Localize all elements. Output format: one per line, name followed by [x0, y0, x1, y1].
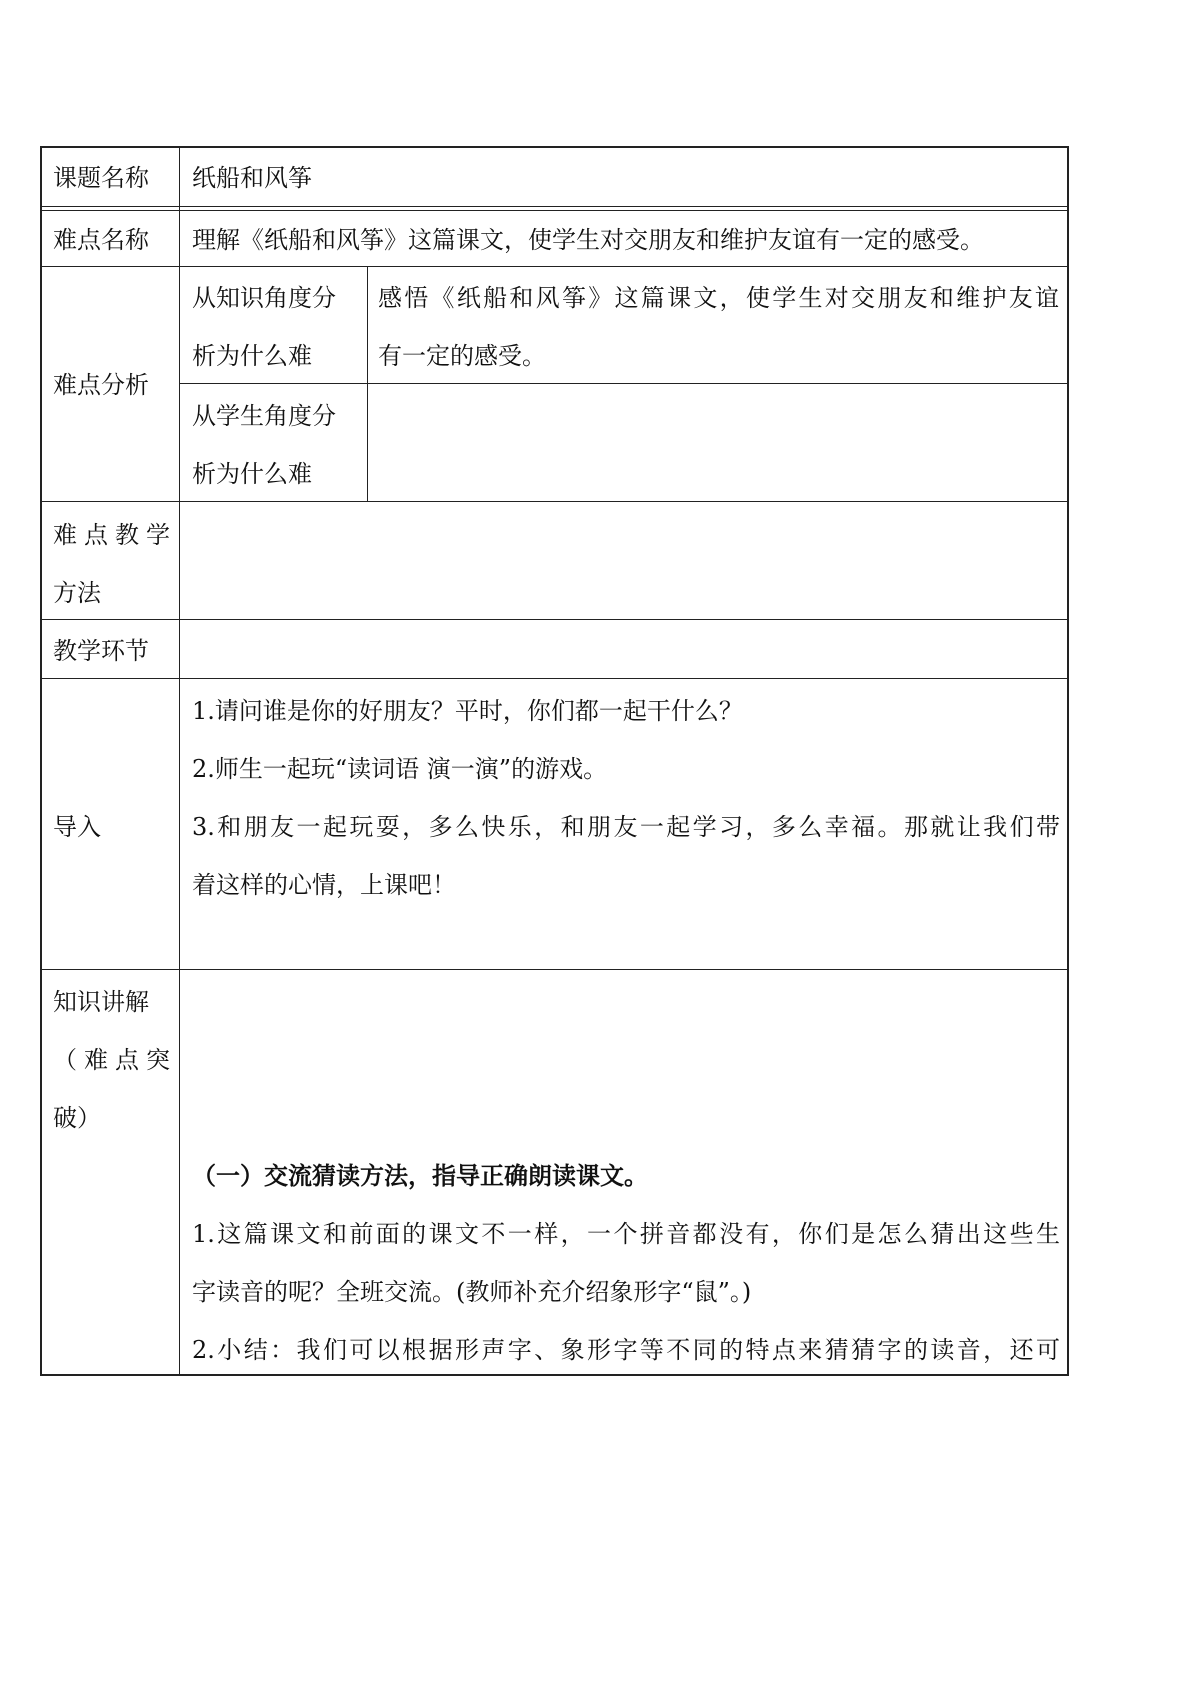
- explain-label-line3: 破）: [53, 1104, 101, 1132]
- topic-label: 课题名称: [53, 164, 149, 192]
- explain-label-line2: （难点突: [53, 1046, 170, 1074]
- knowledge-angle-label-line1: 从知识角度分: [192, 284, 336, 312]
- knowledge-angle-value-line2: 有一定的感受。: [378, 342, 546, 370]
- intro-label: 导入: [53, 813, 101, 841]
- student-angle-label-line1: 从学生角度分: [192, 402, 336, 430]
- col-divider-analysis-sub: [367, 266, 368, 501]
- intro-line-2: 2.师生一起玩“读词语 演一演”的游戏。: [192, 755, 608, 783]
- knowledge-angle-label-line2: 析为什么难: [192, 342, 312, 370]
- row-divider-steps: [42, 678, 1067, 679]
- explain-line-2: 字读音的呢？全班交流。(教师补充介绍象形字“鼠”。): [192, 1278, 752, 1306]
- student-angle-label-line2: 析为什么难: [192, 460, 312, 488]
- row-divider-method: [42, 619, 1067, 620]
- intro-line-4: 着这样的心情，上课吧！: [192, 871, 456, 899]
- explain-line-1: 1.这篇课文和前面的课文不一样，一个拼音都没有，你们是怎么猜出这些生: [192, 1220, 1060, 1248]
- explain-heading: （一）交流猜读方法，指导正确朗读课文。: [192, 1161, 648, 1190]
- difficulty-label: 难点名称: [53, 226, 149, 254]
- teaching-steps-label: 教学环节: [53, 637, 149, 665]
- analysis-label: 难点分析: [53, 371, 149, 399]
- row-divider-intro: [42, 969, 1067, 970]
- explain-line-3: 2.小结：我们可以根据形声字、象形字等不同的特点来猜猜字的读音，还可: [192, 1336, 1060, 1364]
- col-divider-label: [179, 148, 180, 1374]
- lesson-plan-table: [40, 146, 1069, 1376]
- explain-label-line1: 知识讲解: [53, 988, 149, 1016]
- method-label-line1: 难点教学: [53, 521, 170, 549]
- method-label-line2: 方法: [53, 579, 101, 607]
- intro-line-3: 3.和朋友一起玩耍，多么快乐，和朋友一起学习，多么幸福。那就让我们带: [192, 813, 1060, 841]
- knowledge-angle-value-line1: 感悟《纸船和风筝》这篇课文，使学生对交朋友和维护友谊: [378, 284, 1059, 312]
- difficulty-value: 理解《纸船和风筝》这篇课文，使学生对交朋友和维护友谊有一定的感受。: [192, 226, 984, 254]
- topic-value: 纸船和风筝: [192, 164, 312, 192]
- intro-line-1: 1.请问谁是你的好朋友？平时，你们都一起干什么？: [192, 697, 743, 725]
